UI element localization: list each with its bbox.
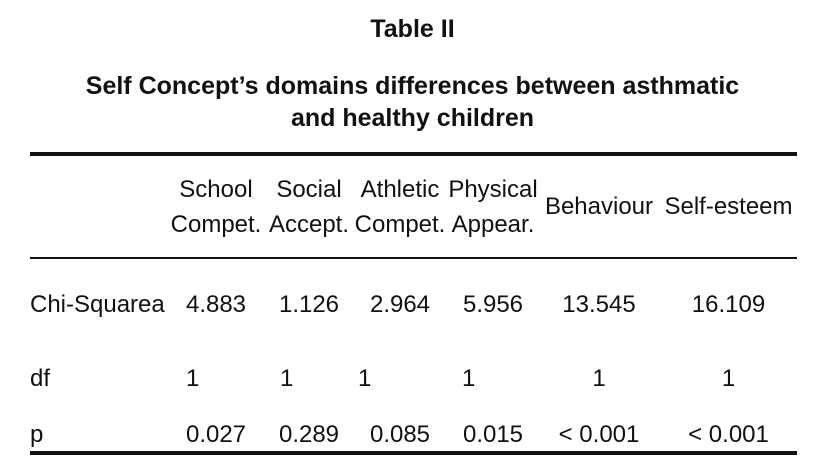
column-header-line: Compet.	[354, 210, 446, 238]
column-header-line: Behaviour	[544, 193, 654, 220]
table-cell: 1	[721, 365, 736, 392]
row-label: Chi-Squarea	[30, 291, 165, 318]
statistics-table	[30, 156, 797, 463]
column-header-line: Appear.	[451, 210, 535, 238]
column-header-line: Athletic	[360, 175, 440, 203]
column-header-physical-appearance	[448, 156, 538, 257]
table-cell: 0.015	[462, 421, 524, 448]
table-title	[20, 70, 805, 134]
table-row-df	[30, 351, 797, 407]
table-cell: 2.964	[369, 291, 431, 318]
table-cell: 4.883	[185, 291, 247, 318]
column-header-line: Self-esteem	[664, 193, 793, 220]
table-cell: 1	[358, 365, 372, 392]
table-cell: 16.109	[691, 291, 766, 318]
table-cell: 5.956	[462, 291, 524, 318]
table-cell: < 0.001	[688, 421, 769, 448]
table-cell: 1	[462, 365, 476, 392]
column-header-line: School	[179, 175, 253, 203]
table-cell: 1	[592, 365, 606, 392]
column-header-school-competence	[166, 156, 266, 257]
row-label: p	[30, 421, 44, 448]
table-cell: 1	[280, 365, 294, 392]
column-header-self-esteem	[660, 156, 797, 257]
table-row-p	[30, 407, 797, 463]
column-header-behaviour	[538, 156, 660, 257]
table-title-line-1: Self Concept’s domains differences between asthmatic	[85, 72, 740, 100]
table-cell: 0.027	[185, 421, 247, 448]
column-header-line: Social	[276, 175, 342, 203]
column-header-social-acceptance	[266, 156, 352, 257]
table-label: Table II	[370, 15, 455, 43]
table-cell: < 0.001	[558, 421, 640, 448]
table-cell: 0.085	[369, 421, 431, 448]
table-cell: 13.545	[562, 291, 636, 318]
table-cell: 1	[186, 365, 200, 392]
table-header-row	[30, 156, 797, 257]
table-title-line-2: and healthy children	[290, 104, 535, 132]
table-cell: 1.126	[278, 291, 340, 318]
column-header-line: Physical	[448, 175, 538, 203]
table-cell: 0.289	[278, 421, 340, 448]
column-header-line: Accept.	[268, 210, 350, 238]
column-header-line: Compet.	[170, 210, 262, 238]
table-row-chi-square	[30, 257, 797, 351]
row-label: df	[30, 365, 51, 392]
column-header-athletic-competence	[352, 156, 448, 257]
header-stub-cell	[30, 156, 166, 257]
